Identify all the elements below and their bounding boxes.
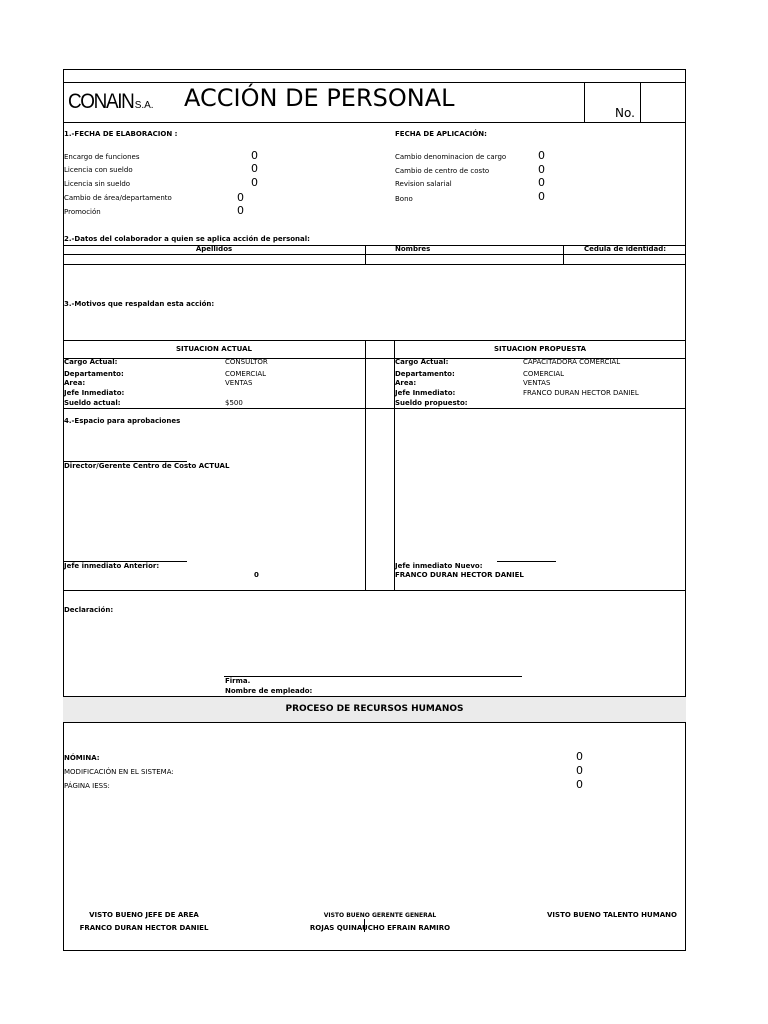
item-bono-value: 0: [538, 190, 545, 203]
propuesta-cargo-label: Cargo Actual:: [395, 358, 449, 366]
item-promocion-value: 0: [237, 204, 244, 217]
col-cedula: Cedula de identidad:: [584, 245, 667, 253]
section2-title: 2.-Datos del colaborador a quien se aplica acción de personal:: [64, 235, 310, 243]
nomina-value: 0: [576, 750, 583, 763]
actual-sueldo-label: Sueldo actual:: [64, 399, 121, 407]
propuesta-area-label: Area:: [395, 379, 417, 387]
actual-area-value: VENTAS: [225, 379, 253, 387]
propuesta-jefe-value: FRANCO DURAN HECTOR DANIEL: [523, 389, 639, 397]
actual-cargo-value: CONSULTOR: [225, 358, 268, 366]
col-apellidos: Apellidos: [195, 245, 233, 253]
section3-title: 3.-Motivos que respaldan esta acción:: [64, 300, 215, 308]
item-cambio-area-label: Cambio de área/departamento: [64, 194, 172, 202]
section4-title: 4.-Espacio para aprobaciones: [64, 417, 181, 425]
actual-area-label: Area:: [64, 379, 86, 387]
actual-cargo-label: Cargo Actual:: [64, 358, 118, 366]
jefe-anterior-value: 0: [254, 571, 259, 579]
pagina-iess-label: PÁGINA IESS:: [64, 782, 110, 790]
logo-suffix: S.A.: [134, 100, 154, 111]
item-cambio-centro-label: Cambio de centro de costo: [395, 167, 490, 175]
item-cambio-denominacion-label: Cambio denominacion de cargo: [395, 153, 507, 161]
item-promocion-label: Promoción: [64, 208, 101, 216]
item-licencia-sin-label: Licencia sin sueldo: [64, 180, 131, 188]
visto-gerente-title: VISTO BUENO GERENTE GENERAL: [323, 912, 437, 919]
situacion-propuesta-header: SITUACION PROPUESTA: [493, 345, 587, 353]
rrhh-header: PROCESO DE RECURSOS HUMANOS: [285, 704, 464, 714]
propuesta-departamento-label: Departamento:: [395, 370, 455, 378]
director-label: Director/Gerente Centro de Costo ACTUAL: [64, 462, 230, 470]
propuesta-sueldo-label: Sueldo propuesto:: [395, 399, 468, 407]
actual-sueldo-value: $500: [225, 399, 243, 407]
jefe-nuevo-value: FRANCO DURAN HECTOR DANIEL: [395, 571, 524, 579]
modificacion-label: MODIFICACIÓN EN EL SISTEMA:: [64, 768, 174, 776]
item-encargo-value: 0: [251, 149, 258, 162]
propuesta-area-value: VENTAS: [523, 379, 551, 387]
item-revision-salarial-label: Revision salarial: [395, 180, 452, 188]
item-cambio-centro-value: 0: [538, 163, 545, 176]
actual-departamento-value: COMERCIAL: [225, 370, 267, 378]
pagina-iess-value: 0: [576, 778, 583, 791]
propuesta-cargo-value: CAPACITADORA COMERCIAL: [523, 358, 621, 366]
nomina-label: NÓMINA:: [64, 754, 100, 762]
visto-jefe-area-name: FRANCO DURAN HECTOR DANIEL: [79, 924, 209, 932]
fecha-aplicacion-label: FECHA DE APLICACIÓN:: [395, 130, 487, 138]
col-nombres: Nombres: [395, 245, 431, 253]
item-cambio-denominacion-value: 0: [538, 149, 545, 162]
item-revision-salarial-value: 0: [538, 176, 545, 189]
visto-gerente-name: ROJAS QUINAUCHO EFRAIN RAMIRO: [309, 924, 451, 932]
item-licencia-con-label: Licencia con sueldo: [64, 166, 133, 174]
visto-talento-title: VISTO BUENO TALENTO HUMANO: [547, 911, 677, 919]
number-label: No.: [615, 106, 635, 120]
modificacion-value: 0: [576, 764, 583, 777]
actual-jefe-label: Jefe Inmediato:: [64, 389, 125, 397]
actual-departamento-label: Departamento:: [64, 370, 124, 378]
propuesta-departamento-value: COMERCIAL: [523, 370, 565, 378]
jefe-anterior-label: Jefe inmediato Anterior:: [64, 562, 160, 570]
declaracion-label: Declaración:: [64, 606, 114, 614]
firma-label: Firma.: [225, 677, 251, 685]
item-bono-label: Bono: [395, 195, 413, 203]
situacion-actual-header: SITUACION ACTUAL: [176, 345, 252, 353]
nombre-empleado-label: Nombre de empleado:: [225, 687, 313, 695]
company-logo: [68, 90, 154, 114]
fecha-elaboracion-label: 1.-FECHA DE ELABORACION :: [64, 130, 178, 138]
visto-jefe-area-title: VISTO BUENO JEFE DE AREA: [89, 911, 199, 919]
item-licencia-sin-value: 0: [251, 176, 258, 189]
item-licencia-con-value: 0: [251, 162, 258, 175]
item-cambio-area-value: 0: [237, 191, 244, 204]
item-encargo-label: Encargo de funciones: [64, 153, 140, 161]
jefe-nuevo-label: Jefe inmediato Nuevo:: [395, 562, 483, 570]
propuesta-jefe-label: Jefe Inmediato:: [395, 389, 456, 397]
logo-text: CONAIN: [68, 90, 134, 113]
form-title: ACCIÓN DE PERSONAL: [184, 84, 455, 112]
